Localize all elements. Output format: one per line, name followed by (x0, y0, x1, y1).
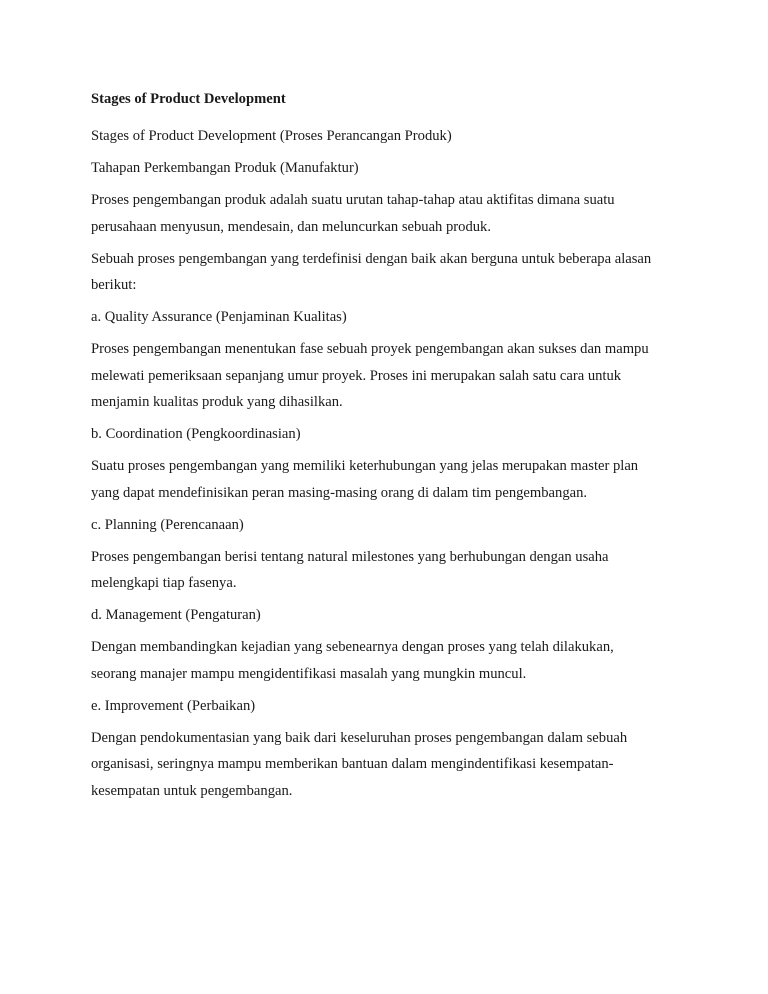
document-page (91, 89, 691, 810)
text-line: Proses pengembangan berisi tentang natural milestones yang berhubungan dengan usaha (91, 548, 609, 565)
text-line: kesempatan untuk pengembangan. (91, 782, 293, 799)
text-line: berikut: (91, 277, 137, 293)
paragraph (91, 123, 691, 150)
text-line: a. Quality Assurance (Penjaminan Kualitas) (91, 309, 347, 325)
text-line: b. Coordination (Pengkoordinasian) (91, 426, 301, 442)
text-line: yang dapat mendefinisikan peran masing-masing orang di dalam tim pengembangan. (91, 484, 588, 501)
text-line: Proses pengembangan produk adalah suatu urutan tahap-tahap atau aktifitas dimana suatu (91, 192, 615, 208)
text-line: melengkapi tiap fasenya. (91, 575, 237, 591)
paragraph (91, 544, 691, 597)
text-line: Sebuah proses pengembangan yang terdefinisi dengan baik akan berguna untuk beberapa alasan (91, 250, 652, 267)
text-line: Dengan membandingkan kejadian yang sebenearnya dengan proses yang telah dilakukan, (91, 639, 614, 655)
paragraph (91, 155, 691, 182)
text-line: d. Management (Pengaturan) (91, 607, 261, 623)
section-heading (91, 512, 691, 539)
paragraph (91, 453, 691, 506)
section-heading (91, 421, 691, 448)
text-line: e. Improvement (Perbaikan) (91, 697, 256, 714)
section-heading (91, 304, 691, 331)
text-line: Stages of Product Development (Proses Perancangan Produk) (91, 128, 452, 144)
paragraph (91, 187, 691, 240)
text-line: Proses pengembangan menentukan fase sebuah proyek pengembangan akan sukses dan mampu (91, 341, 649, 357)
text-line: perusahaan menyusun, mendesain, dan meluncurkan sebuah produk. (91, 218, 491, 235)
paragraph (91, 634, 691, 687)
document-title: Stages of Product Development (91, 91, 286, 107)
text-line: c. Planning (Perencanaan) (91, 516, 244, 533)
text-line: seorang manajer mampu mengidentifikasi masalah yang mungkin muncul. (91, 665, 527, 682)
text-line: Dengan pendokumentasian yang baik dari keseluruhan proses pengembangan dalam sebuah (91, 729, 628, 746)
paragraph (91, 725, 691, 805)
text-line: melewati pemeriksaan sepanjang umur proyek. Proses ini merupakan salah satu cara untuk (91, 367, 622, 384)
text-line: menjamin kualitas produk yang dihasilkan. (91, 394, 343, 410)
text-line: Tahapan Perkembangan Produk (Manufaktur) (91, 160, 359, 176)
section-heading (91, 602, 691, 629)
paragraph (91, 246, 691, 299)
paragraph (91, 336, 691, 416)
text-line: organisasi, seringnya mampu memberikan bantuan dalam mengindentifikasi kesempatan- (91, 756, 614, 772)
section-heading (91, 693, 691, 720)
text-line: Suatu proses pengembangan yang memiliki keterhubungan yang jelas merupakan master plan (91, 458, 639, 474)
